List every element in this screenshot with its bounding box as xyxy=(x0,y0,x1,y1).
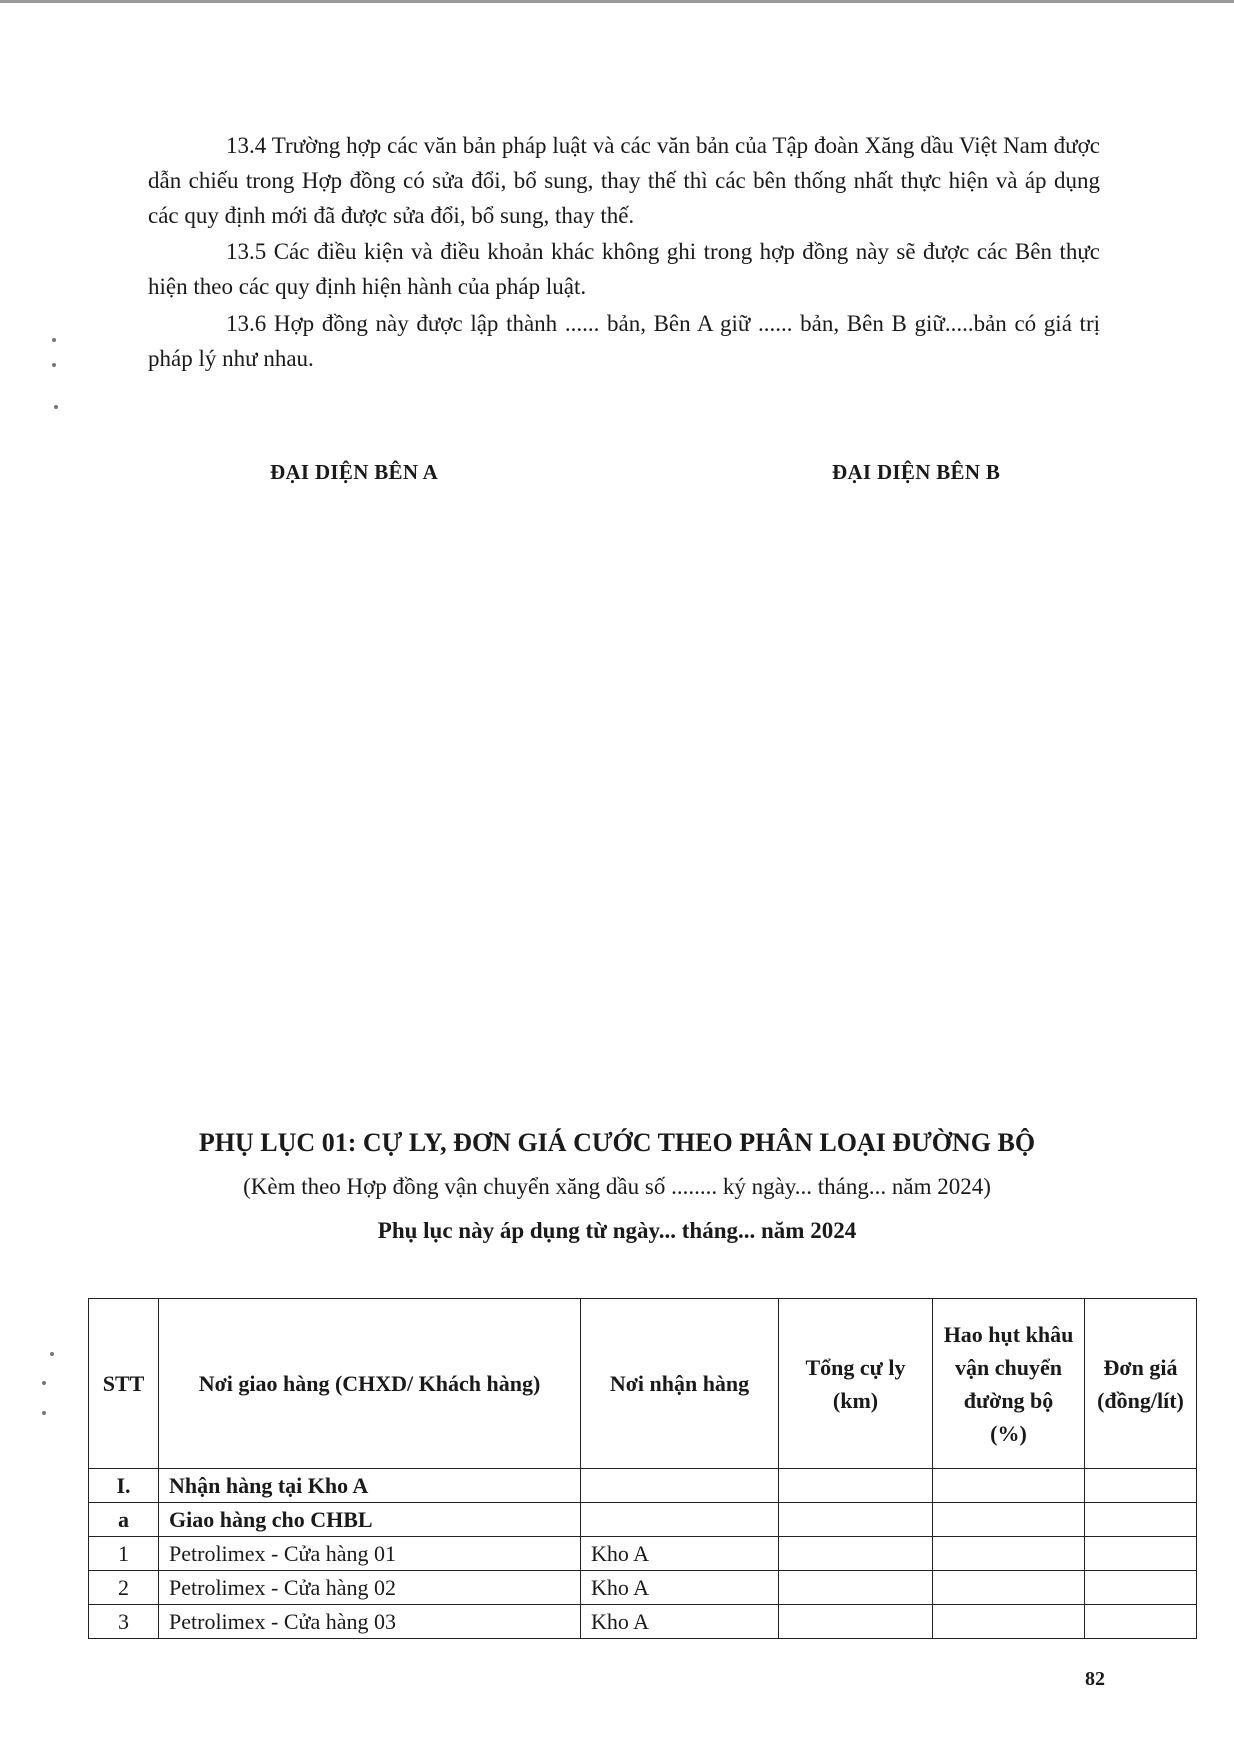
row-distance xyxy=(779,1537,933,1571)
appendix-apply-note: Phụ lục này áp dụng từ ngày... tháng... năm 2024 xyxy=(377,1218,857,1243)
freight-rate-table xyxy=(88,1298,1197,1639)
clause-13-5 xyxy=(148,234,1100,304)
row-loss xyxy=(933,1469,1085,1503)
scan-speck xyxy=(52,363,56,367)
row-loss xyxy=(933,1605,1085,1639)
signature-party-b: ĐẠI DIỆN BÊN B xyxy=(832,460,1001,484)
row-distance xyxy=(779,1571,933,1605)
page-number: 82 xyxy=(1085,1668,1105,1690)
row-receiving-place: Kho A xyxy=(581,1571,779,1605)
row-stt: 2 xyxy=(89,1571,159,1605)
appendix-title: PHỤ LỤC 01: CỰ LY, ĐƠN GIÁ CƯỚC THEO PHÂN LOẠI ĐƯỜNG BỘ xyxy=(198,1128,1036,1157)
clause-13-4 xyxy=(148,128,1100,233)
clause-text: Trường hợp các văn bản pháp luật và các văn bản của Tập đoàn Xăng dầu Việt Nam được dẫn chiếu trong Hợp đồng có sửa đổi, bổ sung, thay thế thì các bên thống nhất thực hiện và áp dụng các quy định mới đã được sửa đổi, bổ sung, thay thế. xyxy=(148,133,1100,228)
row-distance xyxy=(779,1503,933,1537)
row-price xyxy=(1085,1503,1197,1537)
row-delivery-place: Giao hàng cho CHBL xyxy=(159,1503,581,1537)
clause-number: 13.4 xyxy=(226,133,267,158)
appendix-subtitle: (Kèm theo Hợp đồng vận chuyển xăng dầu số ........ ký ngày... tháng... năm 2024) xyxy=(243,1174,991,1199)
row-stt: 3 xyxy=(89,1605,159,1639)
clause-text: Các điều kiện và điều khoản khác không ghi trong hợp đồng này sẽ được các Bên thực hiện theo các quy định hiện hành của pháp luật. xyxy=(148,239,1101,299)
scan-speck xyxy=(42,1381,46,1385)
row-stt: a xyxy=(89,1503,159,1537)
header-transport-loss: Hao hụt khâu vận chuyển đường bộ (%) xyxy=(933,1299,1085,1469)
table-row xyxy=(89,1605,1197,1639)
row-receiving-place: Kho A xyxy=(581,1537,779,1571)
row-delivery-place: Petrolimex - Cửa hàng 03 xyxy=(159,1605,581,1639)
row-loss xyxy=(933,1503,1085,1537)
header-delivery-place: Nơi giao hàng (CHXD/ Khách hàng) xyxy=(159,1299,581,1469)
table-row xyxy=(89,1503,1197,1537)
row-distance xyxy=(779,1605,933,1639)
row-price xyxy=(1085,1537,1197,1571)
row-distance xyxy=(779,1469,933,1503)
row-delivery-place: Nhận hàng tại Kho A xyxy=(159,1469,581,1503)
row-receiving-place xyxy=(581,1469,779,1503)
row-receiving-place xyxy=(581,1503,779,1537)
row-price xyxy=(1085,1469,1197,1503)
table-row xyxy=(89,1537,1197,1571)
signature-party-a: ĐẠI DIỆN BÊN A xyxy=(270,460,439,484)
row-receiving-place: Kho A xyxy=(581,1605,779,1639)
scan-top-edge xyxy=(0,0,1234,3)
row-price xyxy=(1085,1605,1197,1639)
scan-speck xyxy=(52,338,56,342)
table-row xyxy=(89,1571,1197,1605)
clause-number: 13.5 xyxy=(226,239,267,264)
table-row xyxy=(89,1469,1197,1503)
scan-speck xyxy=(42,1411,46,1415)
header-unit-price: Đơn giá (đồng/lít) xyxy=(1085,1299,1197,1469)
scan-speck xyxy=(50,1352,54,1356)
clause-13-6 xyxy=(148,306,1100,376)
row-loss xyxy=(933,1571,1085,1605)
row-delivery-place: Petrolimex - Cửa hàng 01 xyxy=(159,1537,581,1571)
header-stt: STT xyxy=(89,1299,159,1469)
row-stt: I. xyxy=(89,1469,159,1503)
row-stt: 1 xyxy=(89,1537,159,1571)
row-delivery-place: Petrolimex - Cửa hàng 02 xyxy=(159,1571,581,1605)
clause-number: 13.6 xyxy=(226,311,267,336)
row-price xyxy=(1085,1571,1197,1605)
scan-speck xyxy=(54,405,58,409)
header-total-distance: Tổng cự ly (km) xyxy=(779,1299,933,1469)
header-receiving-place: Nơi nhận hàng xyxy=(581,1299,779,1469)
table-header-row xyxy=(89,1299,1197,1469)
row-loss xyxy=(933,1537,1085,1571)
clause-text: Hợp đồng này được lập thành ...... bản, Bên A giữ ...... bản, Bên B giữ.....bản có giá trị pháp lý như nhau. xyxy=(148,311,1100,371)
